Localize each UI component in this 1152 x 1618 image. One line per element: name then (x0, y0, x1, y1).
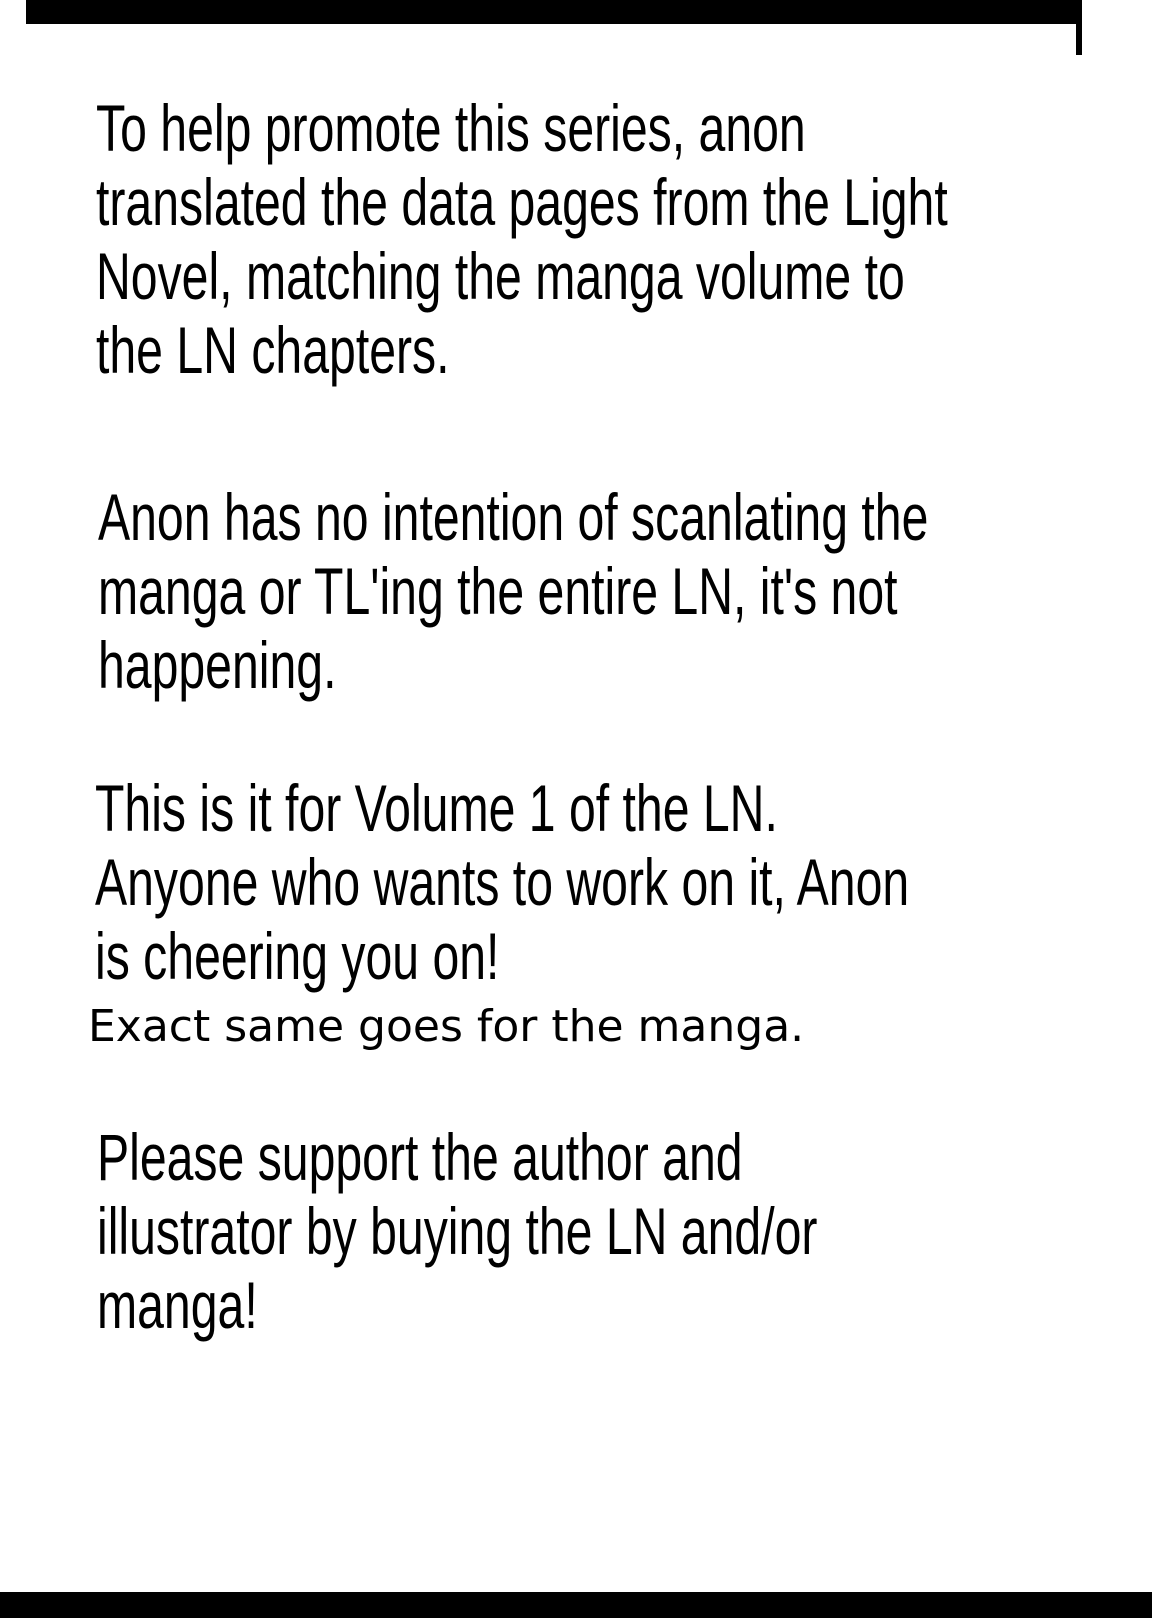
text-line: Anyone who wants to work on it, Anon (95, 845, 910, 919)
text-line: manga or TL'ing the entire LN, it's not (98, 554, 898, 628)
text-line: illustrator by buying the LN and/or (97, 1194, 818, 1268)
text-line: To help promote this series, anon (96, 91, 806, 165)
text-line: manga! (97, 1268, 258, 1342)
top-scan-border-right-tick (1076, 0, 1082, 55)
text-line: Novel, matching the manga volume to (96, 239, 905, 313)
paragraph-promo-note (96, 91, 948, 387)
text-line: This is it for Volume 1 of the LN. (95, 771, 778, 845)
text-line: translated the data pages from the Light (96, 165, 948, 239)
text-line: Please support the author and (97, 1120, 743, 1194)
text-line: happening. (98, 628, 337, 702)
paragraph-support-note (97, 1120, 817, 1342)
bottom-scan-border (0, 1592, 1152, 1618)
paragraph-manga-note (88, 1002, 804, 1052)
text-line: Exact same goes for the manga. (88, 1001, 805, 1052)
text-line: Anon has no intention of scanlating the (98, 480, 929, 554)
paragraph-volume-note (95, 771, 909, 993)
text-line: is cheering you on! (95, 919, 500, 993)
text-line: the LN chapters. (96, 313, 450, 387)
paragraph-no-intention-note (98, 480, 928, 702)
top-scan-border (26, 0, 1082, 24)
